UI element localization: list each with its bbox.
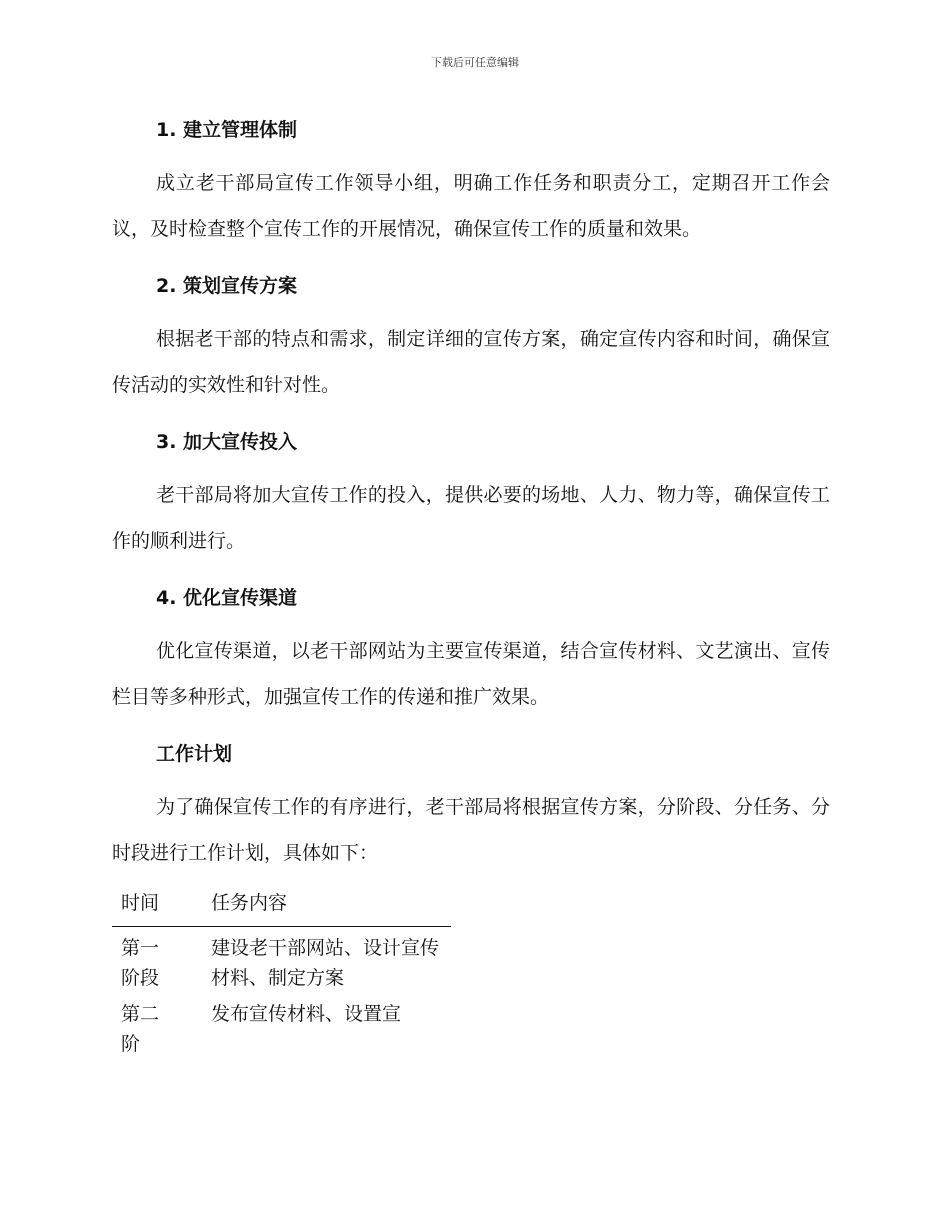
- section-3: [112, 422, 830, 564]
- table-row: [112, 927, 451, 994]
- section-2: [112, 266, 830, 408]
- section-1: [112, 110, 830, 252]
- section-work-plan: [112, 734, 830, 876]
- table-row: [112, 993, 451, 1059]
- section-paragraph: 老干部局将加大宣传工作的投入，提供必要的场地、人力、物力等，确保宣传工作的顺利进行。: [112, 484, 830, 552]
- table-cell-time: 第二阶: [121, 1003, 160, 1055]
- document-body: [112, 110, 830, 1059]
- section-heading: 3. 加大宣传投入: [156, 431, 298, 453]
- table-header-task: 任务内容: [211, 890, 451, 927]
- table-header-time: 时间: [112, 890, 211, 927]
- table-cell-task: 建设老干部网站、设计宣传材料、制定方案: [211, 937, 440, 989]
- section-4: [112, 578, 830, 720]
- section-heading: 1. 建立管理体制: [156, 119, 298, 141]
- section-paragraph: 优化宣传渠道，以老干部网站为主要宣传渠道，结合宣传材料、文艺演出、宣传栏目等多种形式，加强宣传工作的传递和推广效果。: [112, 640, 830, 708]
- section-heading: 4. 优化宣传渠道: [156, 587, 298, 609]
- section-paragraph: 为了确保宣传工作的有序进行，老干部局将根据宣传方案，分阶段、分任务、分时段进行工作计划，具体如下：: [112, 796, 830, 864]
- section-heading: 2. 策划宣传方案: [156, 275, 298, 297]
- section-paragraph: 成立老干部局宣传工作领导小组，明确工作任务和职责分工，定期召开工作会议，及时检查整个宣传工作的开展情况，确保宣传工作的质量和效果。: [112, 172, 830, 240]
- table-cell-time: 第一阶段: [121, 937, 160, 989]
- work-plan-table: [112, 890, 451, 1059]
- section-heading: 工作计划: [156, 743, 233, 765]
- table-header-row: [112, 890, 451, 927]
- section-paragraph: 根据老干部的特点和需求，制定详细的宣传方案，确定宣传内容和时间，确保宣传活动的实效性和针对性。: [112, 328, 830, 396]
- header-note: 下载后可任意编辑: [431, 56, 519, 69]
- table-cell-task: 发布宣传材料、设置宣: [211, 1003, 402, 1025]
